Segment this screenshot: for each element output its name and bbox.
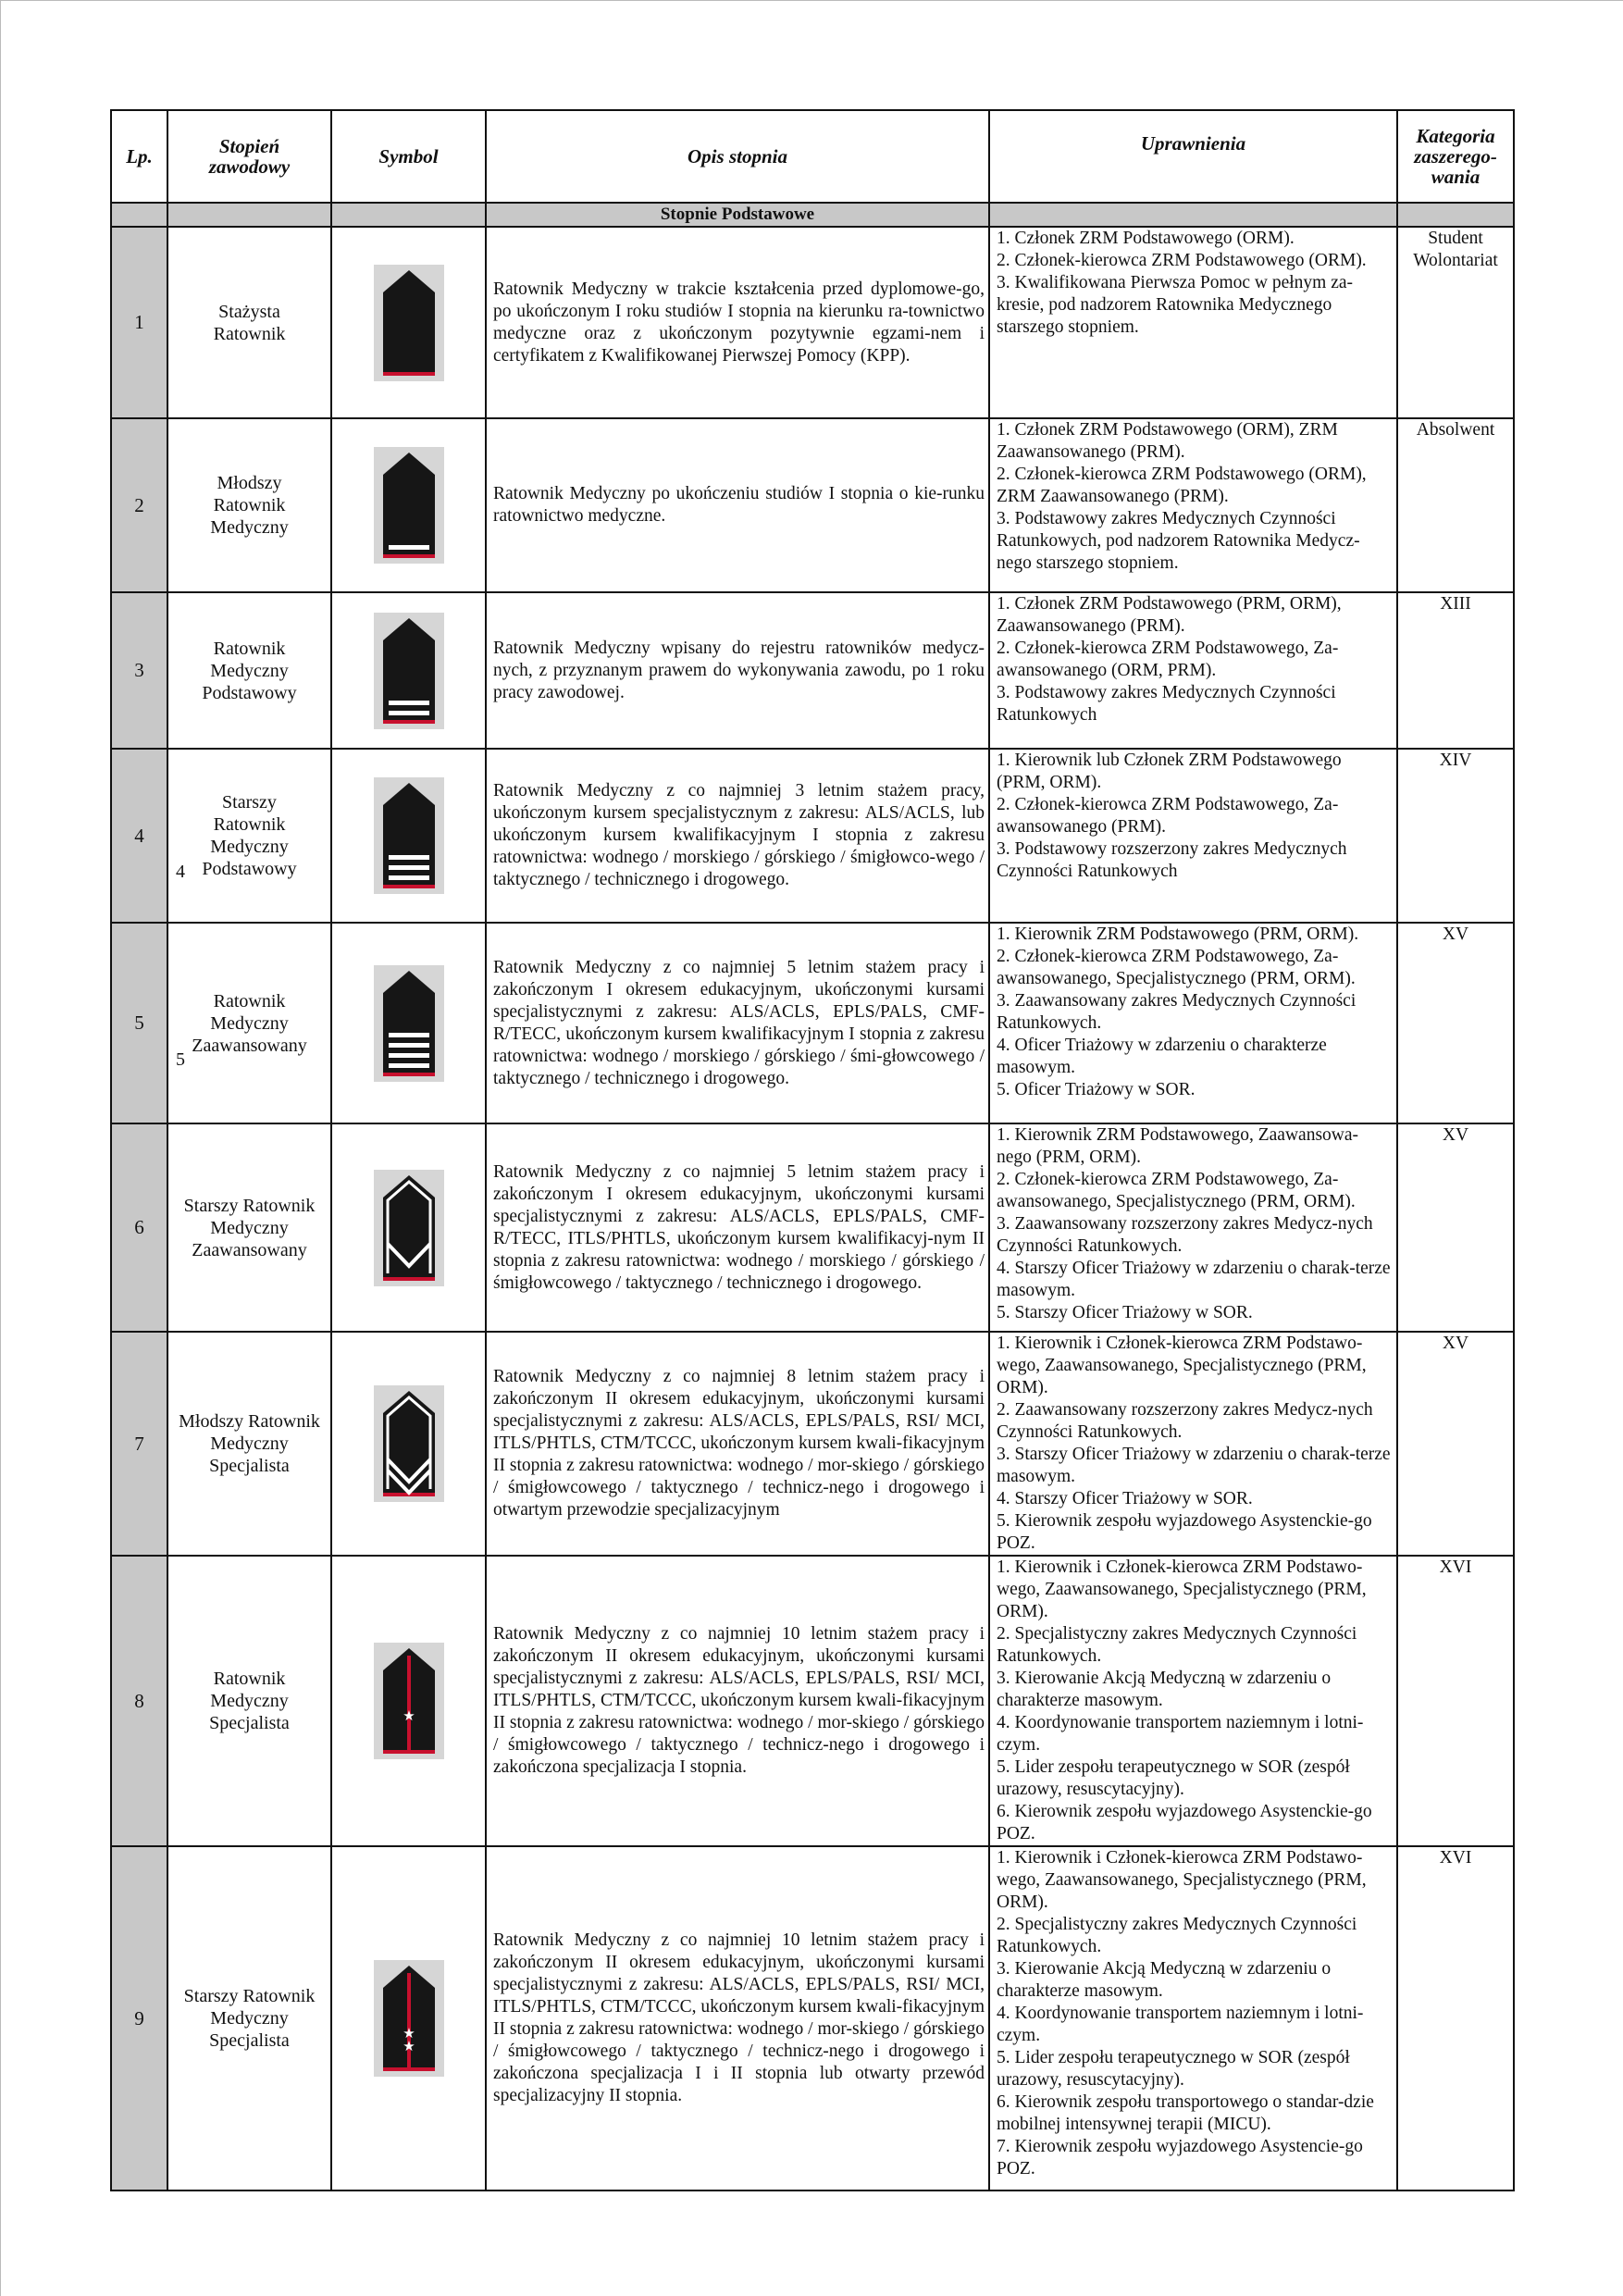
insignia-body [383,783,435,888]
insignia-stripe [389,711,429,715]
permission-item: 6. Kierownik zespołu transportowego o standar-dzie mobilnej intensywnej terapii (MICU). [997,2092,1374,2134]
permission-item: 3. Kierowanie Akcją Medyczną w zdarzeniu o charakterze masowym. [997,1669,1332,1710]
category-line: XVI [1439,1848,1472,1868]
section-symbol-cell [331,203,486,227]
symbol-cell [331,227,486,418]
insignia-bottom-edge [383,2067,435,2071]
rank-insignia-icon [374,1170,444,1286]
rank-side-number: 4 [176,862,185,882]
category-line: XVI [1439,1558,1472,1577]
permission-item: 2. Członek-kierowca ZRM Podstawowego, Za-awansowanego, Specjalistycznego (PRM, ORM). [997,1170,1356,1211]
header-opis: Opis stopnia [486,110,989,203]
row-number: 8 [111,1556,167,1846]
permission-item: 2. Członek-kierowca ZRM Podstawowego, Za-awansowanego (PRM). [997,795,1339,837]
section-row [111,203,1514,227]
rank-name-line: Ratownik [213,990,286,1011]
rank-name-cell [167,1123,331,1332]
insignia-stripe [389,545,429,550]
rank-name-line: Specjalista [209,1713,290,1733]
permissions-cell [989,227,1397,418]
row-number: 1 [111,227,167,418]
symbol-cell [331,923,486,1123]
rank-side-number: 5 [176,1049,185,1070]
category-cell [1397,749,1514,923]
permission-item: 2. Członek-kierowca ZRM Podstawowego (ORM). [997,251,1367,270]
symbol-cell [331,749,486,923]
permission-item: 1. Członek ZRM Podstawowego (ORM). [997,229,1295,248]
rank-name-line: Zaawansowany [192,1239,307,1260]
section-title: Stopnie Podstawowe [486,203,989,227]
permissions-cell [989,1123,1397,1332]
category-cell [1397,418,1514,592]
rank-name-line: Ratownik [213,814,286,835]
insignia-stripe [389,1043,429,1048]
section-perm-cell [989,203,1397,227]
rank-name-cell [167,1556,331,1846]
permission-item: 3. Podstawowy rozszerzony zakres Medycznych Czynności Ratunkowych [997,839,1347,881]
insignia-bottom-edge [383,720,435,724]
rank-name-line: Starszy Ratownik [183,1986,316,2006]
rank-name-line: Ratownik [213,638,286,659]
permission-item: 1. Kierownik ZRM Podstawowego (PRM, ORM). [997,925,1359,944]
permission-item: 3. Zaawansowany zakres Medycznych Czynności Ratunkowych. [997,991,1357,1033]
category-cell [1397,592,1514,749]
insignia-bottom-edge [383,1073,435,1076]
rank-name-line: Młodszy [217,473,282,493]
category-line: XV [1442,925,1469,944]
rank-description: Ratownik Medyczny wpisany do rejestru ratowników medycz-nych, z przyznanym prawem do wykonywania zawodu, po 1 roku pracy zawodowej. [486,592,989,749]
insignia-star-icon: ★ [402,2025,415,2042]
rank-name-line: Stażysta [218,301,280,322]
rank-name-cell [167,923,331,1123]
permission-item: 5. Lider zespołu terapeutycznego w SOR (zespół urazowy, resuscytacyjny). [997,2048,1350,2090]
symbol-cell [331,1846,486,2191]
row-number: 6 [111,1123,167,1332]
rank-name-cell [167,592,331,749]
rank-name-line: Młodszy Ratownik [179,1411,320,1432]
rank-name-line: Medyczny [210,1012,289,1034]
permission-item: 4. Koordynowanie transportem naziemnym i lotni-czym. [997,2004,1364,2045]
category-line: XV [1442,1125,1469,1145]
permission-item: 1. Kierownik ZRM Podstawowego, Zaawansowa-nego (PRM, ORM). [997,1125,1359,1167]
permission-item: 3. Starszy Oficer Triażowy w zdarzeniu o charak-terze masowym. [997,1445,1391,1486]
insignia-body [383,971,435,1076]
category-cell [1397,1846,1514,2191]
permission-item: 2. Członek-kierowca ZRM Podstawowego, Za-awansowanego (ORM, PRM). [997,639,1339,680]
permission-item: 7. Kierownik zespołu wyjazdowego Asystencie-go POZ. [997,2137,1363,2178]
insignia-stripe [389,855,429,860]
insignia-stripe [389,1033,429,1037]
rank-row [111,1123,1514,1332]
permission-item: 3. Kierowanie Akcją Medyczną w zdarzeniu o charakterze masowym. [997,1959,1332,2001]
permission-item: 1. Członek ZRM Podstawowego (ORM), ZRM Zaawansowanego (PRM). [997,420,1338,462]
section-lp-cell [111,203,167,227]
rank-description: Ratownik Medyczny w trakcie kształcenia przed dyplomowe-go, po ukończonym I roku studiów I stopnia na kierunku ra-townictwo medyczne oraz z ukończonym pozytywnie egzami-nem i certyfikatem z Kwalifikowanej Pierwszej Pomocy (KPP). [486,227,989,418]
insignia-body [383,270,435,376]
rank-insignia-icon [374,265,444,381]
rank-name-line: Podstawowy [202,859,297,879]
permission-item: 2. Specjalistyczny zakres Medycznych Czynności Ratunkowych. [997,1915,1357,1956]
insignia-red-line [407,1656,411,1750]
permission-item: 4. Oficer Triażowy w zdarzeniu o charakterze masowym. [997,1036,1327,1077]
rank-name-line: Specjalista [209,1456,290,1476]
insignia-star-icon: ★ [402,1707,415,1724]
permission-item: 4. Koordynowanie transportem naziemnym i lotni-czym. [997,1713,1364,1755]
permission-item: 6. Kierownik zespołu wyjazdowego Asystenckie-go POZ. [997,1802,1372,1843]
permission-item: 3. Podstawowy zakres Medycznych Czynności Ratunkowych [997,683,1336,725]
category-line: Student [1428,229,1483,248]
rank-row [111,227,1514,418]
rank-name-cell [167,749,331,923]
rank-insignia-icon [374,447,444,564]
category-cell [1397,227,1514,418]
permission-item: 3. Zaawansowany rozszerzony zakres Medycz-nych Czynności Ratunkowych. [997,1214,1373,1256]
permission-item: 3. Kwalifikowana Pierwsza Pomoc w pełnym za-kresie, pod nadzorem Ratownika Medycznego starszego stopniem. [997,273,1354,337]
rank-row [111,1332,1514,1556]
permission-item: 5. Lider zespołu terapeutycznego w SOR (zespół urazowy, resuscytacyjny). [997,1757,1350,1799]
permission-item: 5. Kierownik zespołu wyjazdowego Asystenckie-go POZ. [997,1511,1372,1553]
rank-name-line: Specjalista [209,2030,290,2051]
insignia-bottom-edge [383,372,435,376]
rank-row [111,418,1514,592]
rank-name-cell [167,1332,331,1556]
rank-row [111,749,1514,923]
header-lp: Lp. [111,110,167,203]
insignia-stripe [389,701,429,705]
rank-row [111,1846,1514,2191]
insignia-bottom-edge [383,1277,435,1281]
symbol-cell [331,1556,486,1846]
rank-row [111,592,1514,749]
permission-item: 1. Członek ZRM Podstawowego (PRM, ORM), Zaawansowanego (PRM). [997,594,1342,636]
row-number: 4 [111,749,167,923]
rank-description: Ratownik Medyczny z co najmniej 10 letnim stażem pracy i zakończonym II okresem edukacyjnym, ukończonymi kursami specjalistycznymi z zakresu: ALS/ACLS, EPLS/PALS, RSI/ MCI, ITLS/PHTLS, CTM/TCCC, ukończonym kursem kwali-fikacyjnym II stopnia z zakresu ratownictwa: wodnego / mor-skiego / górskiego / śmigłowcowego / taktycznego / technicz-nego i drogowego i zakończona specjalizacja I stopnia. [486,1556,989,1846]
rank-description: Ratownik Medyczny z co najmniej 10 letnim stażem pracy i zakończonym II okresem edukacyjnym, ukończonymi kursami specjalistycznymi z zakresu: ALS/ACLS, EPLS/PALS, RSI/ MCI, ITLS/PHTLS, CTM/TCCC, ukończonym kursem kwali-fikacyjnym II stopnia z zakresu ratownictwa: wodnego / mor-skiego / górskiego / śmigłowcowego / taktycznego / technicz-nego i drogowego i zakończona specjalizacja I i II stopnia lub otwarty przewód specjalizacyjny II stopnia. [486,1846,989,2191]
permission-item: 2. Zaawansowany rozszerzony zakres Medycz-nych Czynności Ratunkowych. [997,1400,1373,1442]
rank-insignia-icon [374,1385,444,1502]
rank-name-line: Medyczny [210,517,289,538]
rank-name-line: Starszy Ratownik [183,1195,316,1216]
permission-item: 5. Starszy Oficer Triażowy w SOR. [997,1303,1253,1322]
rank-name-cell [167,418,331,592]
ranks-table [110,109,1515,2191]
rank-description: Ratownik Medyczny z co najmniej 5 letnim stażem pracy i zakończonym I okresem edukacyjnym, ukończonymi kursami specjalistycznymi z zakresu: ALS/ACLS, EPLS/PALS, CMF-R/TECC, ukończonym kursem kwalifikacyjnym I stopnia z zakresu ratownictwa: wodnego / morskiego / górskiego / śmi-głowcowego / taktycznego / technicznego i drogowego. [486,923,989,1123]
permissions-cell [989,749,1397,923]
rank-row [111,923,1514,1123]
rank-description: Ratownik Medyczny z co najmniej 5 letnim stażem pracy i zakończonym I okresem edukacyjnym, ukończonymi kursami specjalistycznymi z zakresu: ALS/ACLS, EPLS/PALS, CMF-R/TECC, ITLS/PHTLS, ukończonym kursem kwalifikacyj-nym II stopnia z zakresu ratownictwa: wodnego / morskiego / górskiego / śmigłowcowego / taktycznego / technicznego i drogowego. [486,1123,989,1332]
header-row [111,110,1514,203]
category-line: XV [1442,1334,1469,1353]
insignia-bottom-edge [383,554,435,558]
category-cell [1397,1556,1514,1846]
symbol-cell [331,592,486,749]
category-cell [1397,1123,1514,1332]
permission-item: 1. Kierownik i Członek-kierowca ZRM Podstawo-wego, Zaawansowanego, Specjalistycznego (PRM, ORM). [997,1558,1367,1621]
insignia-stripe [389,1063,429,1068]
permissions-cell [989,418,1397,592]
header-kategoria: Kategoria zaszerego- wania [1397,110,1514,203]
rank-insignia-icon [374,613,444,729]
insignia-star-icon: ★ [402,2038,415,2054]
row-number: 3 [111,592,167,749]
section-rank-cell [167,203,331,227]
permission-item: 4. Starszy Oficer Triażowy w zdarzeniu o charak-terze masowym. [997,1259,1391,1300]
permissions-cell [989,1332,1397,1556]
rank-insignia-icon [374,965,444,1082]
symbol-cell [331,1123,486,1332]
insignia-bottom-edge [383,1750,435,1754]
rank-name-line: Ratownik [213,1669,286,1689]
permission-item: 1. Kierownik lub Członek ZRM Podstawowego (PRM, ORM). [997,751,1342,792]
rank-name-cell [167,227,331,418]
row-number: 7 [111,1332,167,1556]
rank-description: Ratownik Medyczny po ukończeniu studiów I stopnia o kie-runku ratownictwo medyczne. [486,418,989,592]
insignia-body [383,453,435,558]
rank-name-line: Starszy [222,792,277,813]
rank-name-line: Medyczny [210,1433,289,1454]
insignia-body [383,618,435,724]
category-line: XIV [1439,751,1472,770]
permission-item: 2. Specjalistyczny zakres Medycznych Czynności Ratunkowych. [997,1624,1357,1666]
permission-item: 4. Starszy Oficer Triażowy w SOR. [997,1489,1253,1508]
rank-description: Ratownik Medyczny z co najmniej 8 letnim stażem pracy i zakończonym II okresem edukacyjnym, ukończonymi kursami specjalistycznymi z zakresu: ALS/ACLS, EPLS/PALS, RSI/ MCI, ITLS/PHTLS, CTM/TCCC, ukończonym kursem kwali-fikacyjnym II stopnia z zakresu ratownictwa: wodnego / mor-skiego / górskiego / śmigłowcowego / taktycznego / technicz-nego i drogowego i otwartym przewodzie specjalizacyjnym [486,1332,989,1556]
permission-item: 1. Kierownik i Członek-kierowca ZRM Podstawo-wego, Zaawansowanego, Specjalistycznego (PRM, ORM). [997,1848,1367,1912]
rank-name-line: Zaawansowany [192,1035,307,1056]
rank-row [111,1556,1514,1846]
row-number: 2 [111,418,167,592]
insignia-stripe [389,865,429,870]
row-number: 9 [111,1846,167,2191]
rank-name-line: Medyczny [210,2008,289,2029]
rank-name-line: Medyczny [210,837,289,857]
category-cell [1397,923,1514,1123]
row-number: 5 [111,923,167,1123]
rank-insignia-icon [374,1643,444,1759]
permission-item: 3. Podstawowy zakres Medycznych Czynności Ratunkowych, pod nadzorem Ratownika Medycz-nego starszego stopniem. [997,509,1360,573]
rank-name-line: Medyczny [210,1691,289,1711]
category-line: XIII [1440,594,1471,614]
permission-item: 5. Oficer Triażowy w SOR. [997,1080,1196,1099]
header-uprawnienia: Uprawnienia [989,110,1397,203]
rank-name-line: Podstawowy [202,682,297,703]
insignia-stripe [389,875,429,880]
category-line: Absolwent [1416,420,1495,440]
rank-name-line: Ratownik [213,495,286,515]
rank-name-line: Medyczny [210,1217,289,1238]
insignia-stripe [389,1053,429,1058]
permission-item: 2. Członek-kierowca ZRM Podstawowego (ORM), ZRM Zaawansowanego (PRM). [997,465,1367,506]
header-stopien: Stopień zawodowy [167,110,331,203]
category-cell [1397,1332,1514,1556]
rank-name-cell [167,1846,331,2191]
insignia-bottom-edge [383,885,435,888]
permission-item: 1. Kierownik i Członek-kierowca ZRM Podstawo-wego, Zaawansowanego, Specjalistycznego (PRM, ORM). [997,1334,1367,1397]
permissions-cell [989,1846,1397,2191]
symbol-cell [331,1332,486,1556]
symbol-cell [331,418,486,592]
header-symbol: Symbol [331,110,486,203]
permissions-cell [989,923,1397,1123]
section-cat-cell [1397,203,1514,227]
rank-name-line: Medyczny [210,660,289,681]
category-line: Wolontariat [1413,251,1498,270]
permissions-cell [989,592,1397,749]
rank-description: Ratownik Medyczny z co najmniej 3 letnim stażem pracy, ukończonym kursem specjalistycznym z zakresu: ALS/ACLS, lub ukończonym kursem kwalifikacyjnym I stopnia z zakresu ratownictwa: wodnego / morskiego / górskiego / śmigłowco-wego / taktycznego / technicznego i drogowego. [486,749,989,923]
rank-insignia-icon [374,777,444,894]
permissions-cell [989,1556,1397,1846]
rank-insignia-icon [374,1960,444,2077]
rank-name-line: Ratownik [213,323,286,344]
permission-item: 2. Członek-kierowca ZRM Podstawowego, Za-awansowanego, Specjalistycznego (PRM, ORM). [997,947,1356,988]
